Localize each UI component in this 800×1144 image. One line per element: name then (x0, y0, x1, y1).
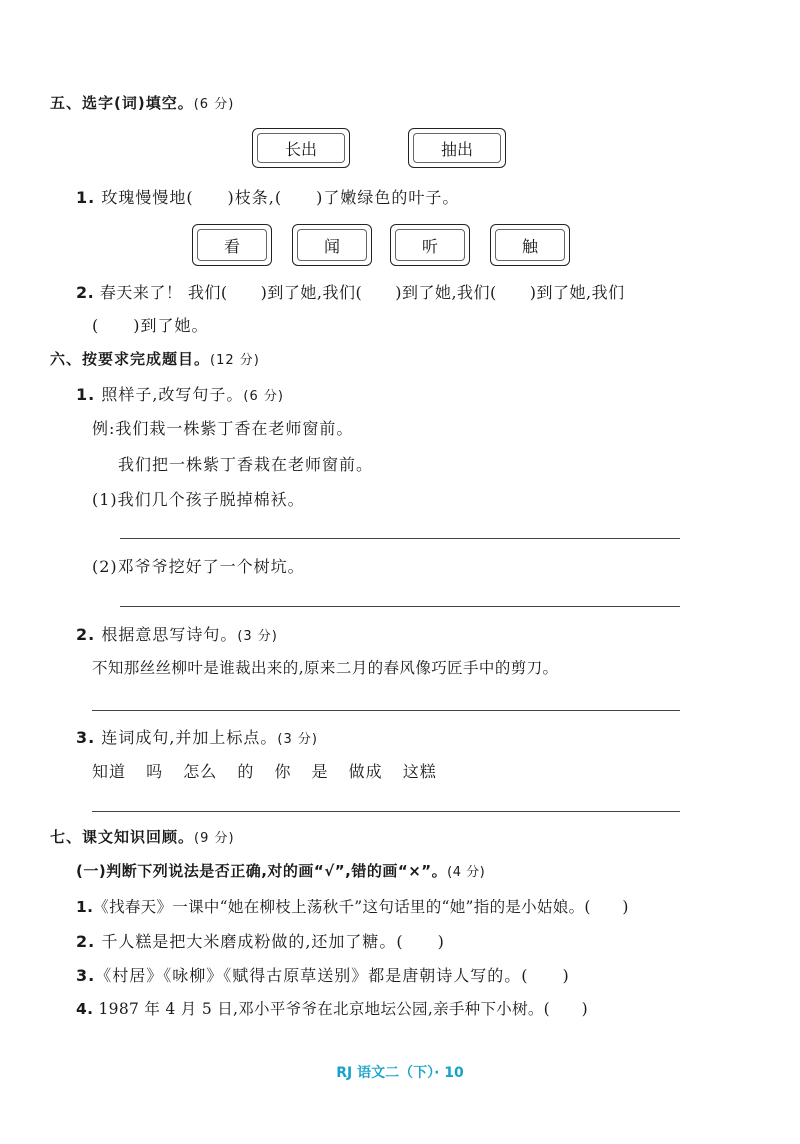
s6-question-1 (76, 382, 284, 405)
section5-title (50, 92, 234, 113)
option-box (292, 224, 372, 266)
question-number: 1. (76, 188, 96, 207)
question-number: 2. (76, 625, 96, 644)
question-text: 玫瑰慢慢地( )枝条,( )了嫩绿色的叶子。 (101, 188, 460, 207)
subtitle-text: (一)判断下列说法是否正确,对的画“√”,错的画“×”。 (76, 862, 448, 880)
option-box (252, 128, 350, 168)
option-label: 听 (421, 236, 438, 256)
subitem-2: (2)邓爷爷挖好了一个树坑。 (92, 557, 305, 576)
item-text: 1987 年 4 月 5 日,邓小平爷爷在北京地坛公园,亲手种下小树。( ) (98, 1000, 588, 1018)
poem-meaning: 不知那丝丝柳叶是谁裁出来的,原来二月的春风像巧匠手中的剪刀。 (92, 659, 559, 677)
word: 是 (311, 762, 329, 781)
question-text: 春天来了！ 我们( )到了她,我们( )到了她,我们( )到了她,我们 (99, 283, 625, 302)
section5-title-text: 五、选字(词)填空。 (50, 94, 194, 112)
question-text: 根据意思写诗句。 (101, 625, 238, 644)
section7-title-text: 七、课文知识回顾。 (50, 828, 195, 846)
word: 你 (274, 762, 292, 781)
item-text: 《村居》《咏柳》《赋得古原草送别》都是唐朝诗人写的。( ) (95, 966, 570, 985)
option-box (192, 224, 272, 266)
answer-line (120, 606, 680, 607)
subtitle-points: (4 分) (447, 865, 486, 880)
page-footer: RJ 语文二（下）· 10 (336, 1065, 464, 1081)
word: 做成 (348, 762, 383, 781)
s6-question-3 (76, 725, 318, 748)
section6-points: (12 分) (210, 353, 260, 368)
item-text: 千人糕是把大米磨成粉做的,还加了糖。( ) (101, 932, 445, 951)
section7-points: (9 分) (194, 831, 235, 846)
section7-title (50, 826, 235, 847)
question-points: (3 分) (277, 732, 318, 747)
word-list (92, 759, 437, 782)
question-text: 连词成句,并加上标点。 (101, 728, 278, 747)
word: 吗 (146, 762, 164, 781)
section5-points: (6 分) (193, 97, 235, 112)
option-label: 看 (223, 236, 240, 256)
option-label: 闻 (323, 236, 340, 256)
word: 知道 (92, 762, 127, 781)
word: 这糕 (402, 762, 437, 781)
option-label: 触 (521, 236, 538, 256)
item-number: 2. (76, 932, 96, 951)
judgement-item-3 (76, 963, 570, 986)
s5-question-2 (76, 280, 625, 303)
word: 的 (237, 762, 255, 781)
option-box (408, 128, 506, 168)
option-label: 长出 (284, 139, 317, 159)
judgement-item-2 (76, 929, 445, 952)
judgement-item-4 (76, 997, 588, 1019)
answer-line (92, 811, 680, 812)
option-box (390, 224, 470, 266)
section6-title-text: 六、按要求完成题目。 (50, 350, 211, 368)
question-number: 3. (76, 728, 96, 747)
subitem-1: (1)我们几个孩子脱掉棉袄。 (92, 490, 305, 509)
question-text: 照样子,改写句子。 (101, 385, 244, 404)
section7-subtitle (76, 860, 485, 881)
question-text: ( )到了她。 (92, 316, 209, 335)
question-points: (6 分) (243, 389, 284, 404)
s6-question-2 (76, 622, 278, 645)
question-number: 2. (76, 283, 95, 302)
item-number: 1. (76, 898, 94, 916)
example-sentence-2: 我们把一株紫丁香栽在老师窗前。 (118, 455, 374, 474)
option-box (490, 224, 570, 266)
item-number: 3. (76, 966, 96, 985)
answer-line (120, 538, 680, 539)
s5-question-1 (76, 185, 459, 208)
item-number: 4. (76, 1000, 94, 1018)
option-label: 抽出 (440, 139, 473, 159)
question-number: 1. (76, 385, 96, 404)
answer-line (92, 710, 680, 711)
s5-question-2-cont (92, 313, 209, 336)
item-text: 《找春天》一课中“她在柳枝上荡秋千”这句话里的“她”指的是小姑娘。( ) (93, 898, 629, 916)
example-sentence-1: 例:我们栽一株紫丁香在老师窗前。 (92, 419, 354, 438)
question-points: (3 分) (237, 629, 278, 644)
section6-title (50, 348, 260, 369)
word: 怎么 (183, 762, 218, 781)
judgement-item-1 (76, 895, 629, 917)
